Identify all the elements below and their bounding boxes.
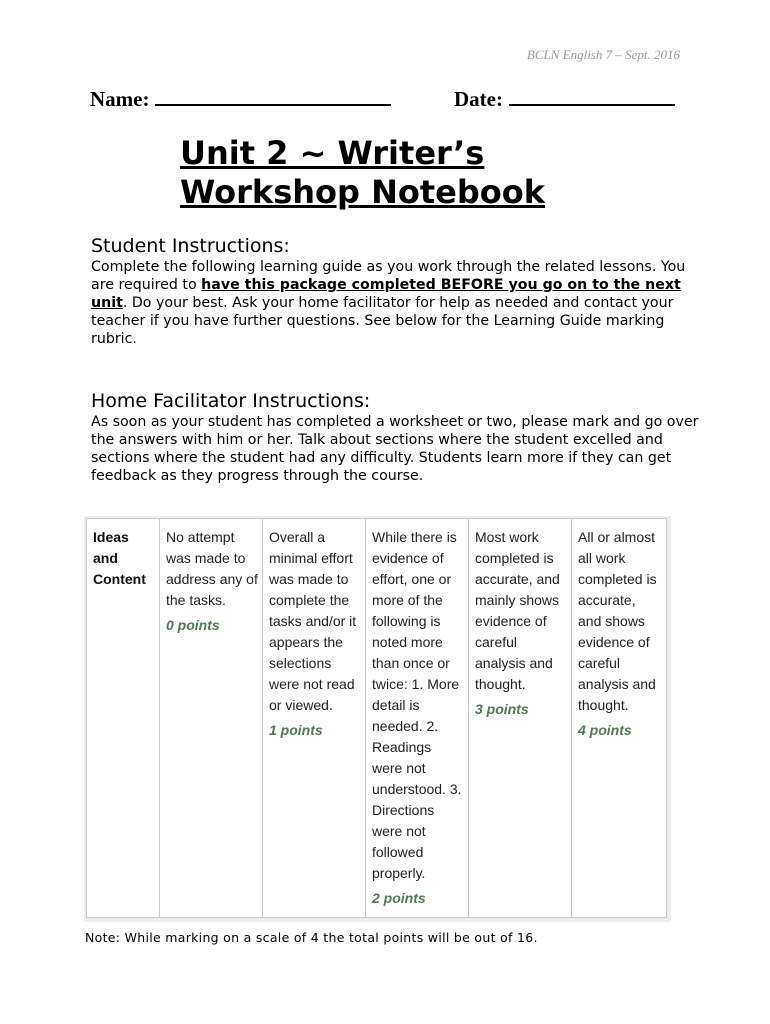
rubric-criterion: Ideas and Content (87, 519, 160, 918)
table-row (87, 519, 667, 918)
name-blank-line[interactable] (155, 86, 391, 106)
marking-rubric (84, 516, 671, 922)
rubric-level-points: 1 points (269, 722, 323, 738)
scoring-note: Note: While marking on a scale of 4 the total points will be out of 16. (85, 930, 538, 945)
name-field (90, 86, 391, 112)
rubric-table (86, 518, 667, 918)
course-header-note: BCLN English 7 – Sept. 2016 (526, 47, 680, 62)
rubric-level-0 (160, 519, 263, 918)
page-title (180, 134, 640, 212)
title-line-1: Unit 2 ~ Writer’s (180, 134, 485, 172)
facilitator-instructions-text: As soon as your student has completed a worksheet or two, please mark and go over the answers with him or her. Talk about sections where the student excelled and sections where the student had any difficulty. Students learn more if they can get feedback as they progress through the course. (91, 414, 699, 484)
rubric-level-4 (572, 519, 667, 918)
rubric-level-text: Most work completed is accurate, and mainly shows evidence of careful analysis and thought. (475, 529, 560, 692)
rubric-level-1 (263, 519, 366, 918)
rubric-level-text: Overall a minimal effort was made to complete the tasks and/or it appears the selections were not read or viewed. (269, 529, 357, 713)
rubric-level-3 (469, 519, 572, 918)
date-field (454, 86, 675, 112)
facilitator-instructions-heading: Home Facilitator Instructions: (91, 390, 371, 412)
rubric-level-points: 3 points (475, 701, 529, 717)
student-instructions-text (91, 258, 701, 348)
rubric-level-text: All or almost all work completed is accurate, and shows evidence of careful analysis and thought. (578, 529, 657, 713)
rubric-level-2 (366, 519, 469, 918)
student-instructions-heading: Student Instructions: (91, 235, 290, 257)
rubric-level-text: While there is evidence of effort, one or more of the following is noted more than once or twice: 1. More detail is needed. 2. Readings were not understood. 3. Directions were not followed properly. (372, 529, 462, 881)
rubric-level-points: 0 points (166, 617, 220, 633)
student-text-before: Complete the following learning guide as you work through the related lessons. You are required to (91, 259, 686, 293)
student-deadline-emphasis: have this package completed BEFORE you go on to the next unit (91, 277, 681, 311)
title-line-2: Workshop Notebook (180, 173, 545, 211)
rubric-level-points: 4 points (578, 722, 632, 738)
name-label: Name: (90, 87, 150, 111)
rubric-level-points: 2 points (372, 890, 426, 906)
date-blank-line[interactable] (509, 86, 675, 106)
student-text-after: . Do your best. Ask your home facilitator for help as needed and contact your teacher if you have further questions. See below for the Learning Guide marking rubric. (91, 295, 674, 347)
date-label: Date: (454, 87, 503, 111)
rubric-level-text: No attempt was made to address any of the tasks. (166, 529, 258, 608)
